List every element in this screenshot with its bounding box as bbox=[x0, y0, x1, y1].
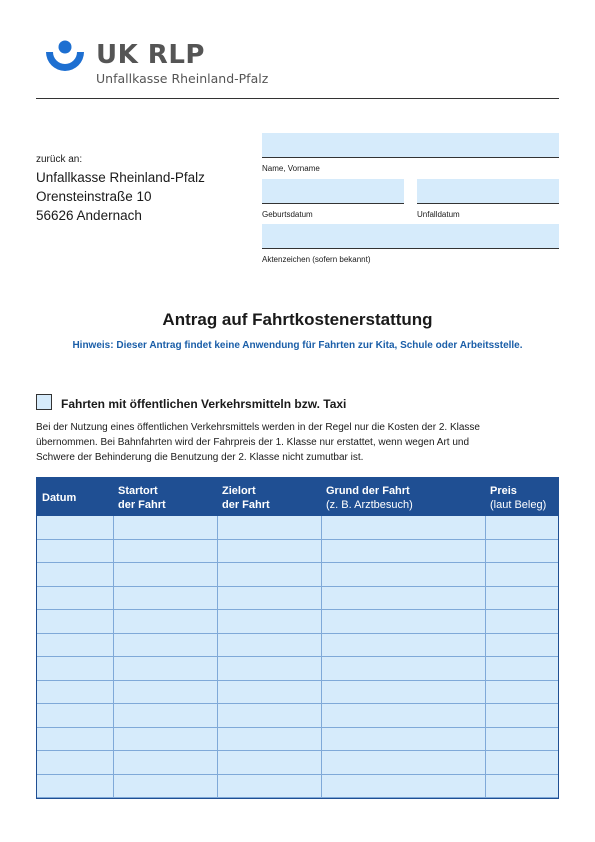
return-label: zurück an: bbox=[36, 154, 83, 165]
address-line-2: Orensteinstraße 10 bbox=[36, 189, 152, 204]
cell-reason[interactable] bbox=[322, 634, 486, 658]
cell-price[interactable] bbox=[486, 704, 558, 728]
cell-destination[interactable] bbox=[218, 540, 322, 564]
name-field[interactable] bbox=[262, 133, 559, 158]
cell-date[interactable] bbox=[37, 728, 114, 752]
info-paragraph-line: Schwere der Behinderung die Benutzung der 2. Klasse nicht zumutbar ist. bbox=[36, 452, 364, 463]
cell-date[interactable] bbox=[37, 563, 114, 587]
cell-reason[interactable] bbox=[322, 563, 486, 587]
table-row bbox=[37, 728, 558, 752]
file-number-field[interactable] bbox=[262, 224, 559, 249]
public-transport-checkbox-label: Fahrten mit öffentlichen Verkehrsmitteln bzw. Taxi bbox=[61, 397, 347, 411]
birthdate-field-label: Geburtsdatum bbox=[262, 210, 313, 219]
table-row bbox=[37, 610, 558, 634]
cell-start[interactable] bbox=[114, 751, 218, 775]
cell-reason[interactable] bbox=[322, 657, 486, 681]
name-field-label: Name, Vorname bbox=[262, 164, 320, 173]
cell-reason[interactable] bbox=[322, 751, 486, 775]
cell-reason[interactable] bbox=[322, 610, 486, 634]
cell-reason[interactable] bbox=[322, 704, 486, 728]
cell-start[interactable] bbox=[114, 610, 218, 634]
cell-destination[interactable] bbox=[218, 728, 322, 752]
cell-reason[interactable] bbox=[322, 728, 486, 752]
info-paragraph-line: Bei der Nutzung eines öffentlichen Verkehrsmittels werden in der Regel nur die Kosten der 2. Klasse bbox=[36, 422, 480, 433]
cell-reason[interactable] bbox=[322, 587, 486, 611]
cell-destination[interactable] bbox=[218, 610, 322, 634]
cell-price[interactable] bbox=[486, 563, 558, 587]
cell-date[interactable] bbox=[37, 751, 114, 775]
cell-start[interactable] bbox=[114, 657, 218, 681]
cell-start[interactable] bbox=[114, 516, 218, 540]
cell-destination[interactable] bbox=[218, 751, 322, 775]
cell-destination[interactable] bbox=[218, 681, 322, 705]
cell-start[interactable] bbox=[114, 587, 218, 611]
cell-destination[interactable] bbox=[218, 704, 322, 728]
header-divider bbox=[36, 98, 559, 99]
accident-date-field[interactable] bbox=[417, 179, 559, 204]
cell-reason[interactable] bbox=[322, 681, 486, 705]
cell-price[interactable] bbox=[486, 775, 558, 799]
cell-date[interactable] bbox=[37, 704, 114, 728]
cell-price[interactable] bbox=[486, 657, 558, 681]
table-row bbox=[37, 681, 558, 705]
cell-destination[interactable] bbox=[218, 657, 322, 681]
cell-destination[interactable] bbox=[218, 775, 322, 799]
table-row bbox=[37, 775, 558, 799]
cell-start[interactable] bbox=[114, 775, 218, 799]
table-row bbox=[37, 587, 558, 611]
cell-start[interactable] bbox=[114, 563, 218, 587]
cell-destination[interactable] bbox=[218, 516, 322, 540]
cell-price[interactable] bbox=[486, 587, 558, 611]
cell-date[interactable] bbox=[37, 634, 114, 658]
cell-date[interactable] bbox=[37, 775, 114, 799]
table-row bbox=[37, 704, 558, 728]
table-row bbox=[37, 634, 558, 658]
col-header-date: Datum bbox=[42, 492, 77, 504]
cell-start[interactable] bbox=[114, 704, 218, 728]
table-row bbox=[37, 540, 558, 564]
table-row bbox=[37, 563, 558, 587]
col-header-start: Startort der Fahrt bbox=[118, 485, 166, 511]
info-paragraph-line: übernommen. Bei Bahnfahrten wird der Fahrpreis der 1. Klasse nur erstattet, wenn wegen Art und bbox=[36, 437, 470, 448]
logo-subtitle: Unfallkasse Rheinland-Pfalz bbox=[96, 71, 269, 86]
col-header-price: Preis (laut Beleg) bbox=[490, 485, 547, 511]
logo-name: UK RLP bbox=[96, 40, 205, 70]
cell-start[interactable] bbox=[114, 681, 218, 705]
cell-date[interactable] bbox=[37, 657, 114, 681]
trips-table bbox=[36, 477, 559, 799]
cell-destination[interactable] bbox=[218, 563, 322, 587]
col-header-destination: Zielort der Fahrt bbox=[222, 485, 270, 511]
file-number-field-label: Aktenzeichen (sofern bekannt) bbox=[262, 255, 371, 264]
cell-start[interactable] bbox=[114, 540, 218, 564]
cell-price[interactable] bbox=[486, 540, 558, 564]
cell-date[interactable] bbox=[37, 587, 114, 611]
info-paragraph bbox=[36, 420, 559, 465]
cell-date[interactable] bbox=[37, 516, 114, 540]
cell-price[interactable] bbox=[486, 634, 558, 658]
cell-date[interactable] bbox=[37, 681, 114, 705]
cell-start[interactable] bbox=[114, 728, 218, 752]
address-line-3: 56626 Andernach bbox=[36, 208, 142, 223]
table-header bbox=[37, 478, 558, 516]
cell-reason[interactable] bbox=[322, 540, 486, 564]
cell-price[interactable] bbox=[486, 681, 558, 705]
cell-price[interactable] bbox=[486, 751, 558, 775]
public-transport-checkbox[interactable] bbox=[36, 394, 52, 410]
table-row bbox=[37, 751, 558, 775]
accident-date-field-label: Unfalldatum bbox=[417, 210, 460, 219]
table-row bbox=[37, 516, 558, 540]
address-line-1: Unfallkasse Rheinland-Pfalz bbox=[36, 170, 205, 185]
col-header-reason: Grund der Fahrt (z. B. Arztbesuch) bbox=[326, 485, 413, 511]
cell-reason[interactable] bbox=[322, 516, 486, 540]
page-title: Antrag auf Fahrtkostenerstattung bbox=[162, 310, 433, 329]
cell-date[interactable] bbox=[37, 540, 114, 564]
cell-price[interactable] bbox=[486, 728, 558, 752]
cell-start[interactable] bbox=[114, 634, 218, 658]
cell-destination[interactable] bbox=[218, 634, 322, 658]
cell-reason[interactable] bbox=[322, 775, 486, 799]
cell-price[interactable] bbox=[486, 516, 558, 540]
hint-text: Hinweis: Dieser Antrag findet keine Anwendung für Fahrten zur Kita, Schule oder Arbeitsstelle. bbox=[72, 340, 523, 351]
cell-price[interactable] bbox=[486, 610, 558, 634]
table-row bbox=[37, 657, 558, 681]
birthdate-field[interactable] bbox=[262, 179, 404, 204]
cell-date[interactable] bbox=[37, 610, 114, 634]
uk-rlp-logo-icon bbox=[44, 40, 86, 74]
cell-destination[interactable] bbox=[218, 587, 322, 611]
